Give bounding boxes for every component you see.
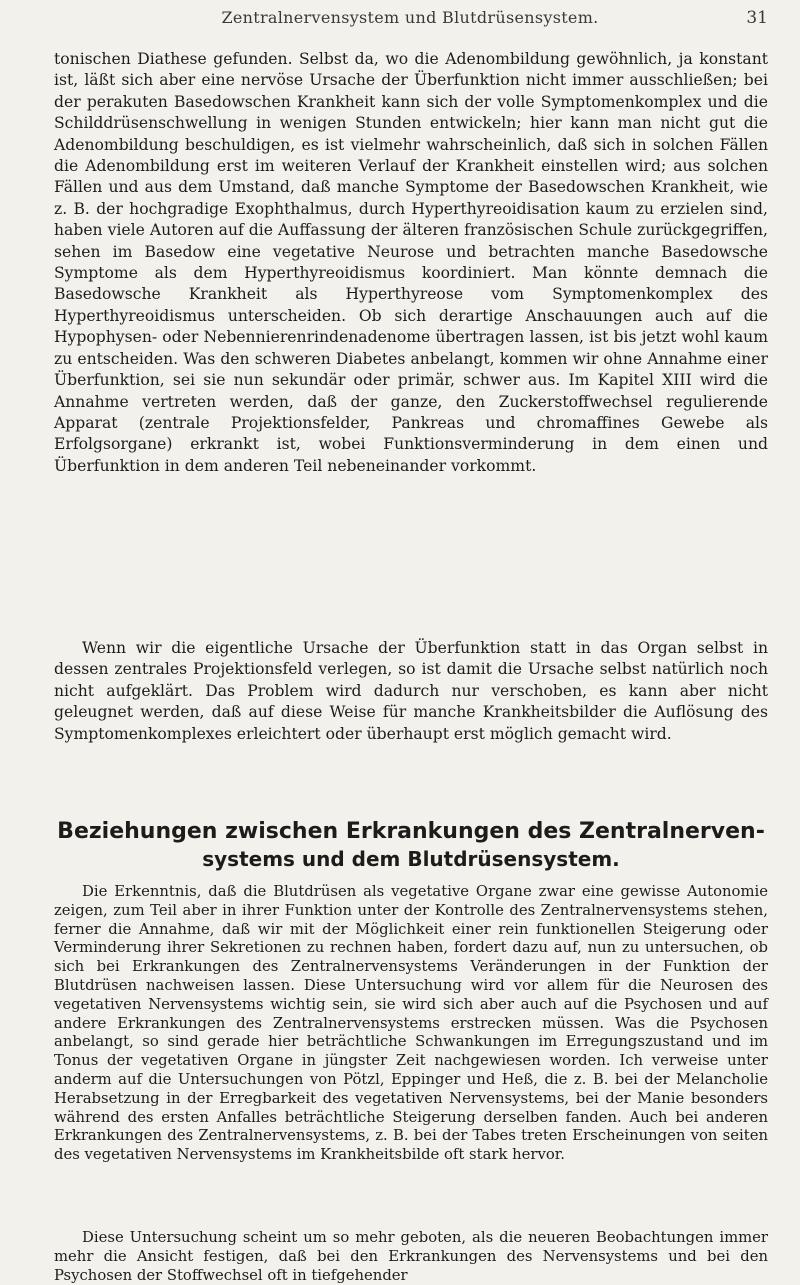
running-head bbox=[52, 8, 768, 32]
section-heading-line: Beziehungen zwischen Erkrankungen des Zentralnerven- bbox=[57, 819, 765, 844]
body-paragraph: Wenn wir die eigentliche Ursache der Überfunktion statt in das Organ selbst in dessen zentrales Projektionsfeld verlegen, so ist damit die Ursache selbst natürlich noch nicht aufgeklärt. Das Problem wird dadurch nur verschoben, es kann aber nicht geleugnet werden, daß auf diese Weise für manche Krankheitsbilder die Auflösung des Symptomenkomplexes erleichtert oder überhaupt erst möglich gemacht wird. bbox=[54, 639, 768, 743]
body-paragraph: tonischen Diathese gefunden. Selbst da, wo die Adenombildung gewöhnlich, ja konstant ist, läßt sich aber eine nervöse Ursache der Überfunktion nicht immer ausschließen; bei der perakuten Basedowschen Krankheit kann sich der volle Symptomenkomplex und die Schilddrüsenschwellung in wenigen Stunden entwickeln; hier kann man nicht gut die Adenombildung beschuldigen, es ist vielmehr wahrscheinlich, daß sich in solchen Fällen die Adenombildung erst im weiteren Verlauf der Krankheit einstellen wird; aus solchen Fällen und aus dem Umstand, daß manche Symptome der Basedowschen Krankheit, wie z. B. der hochgradige Exophthalmus, durch Hyperthyreoidisation kaum zu erzielen sind, haben viele Autoren auf die Auffassung der älteren französischen Schule zurückgegriffen, sehen im Basedow eine vegetative Neurose und betrachten manche Basedowsche Symptome als dem Hyperthyreoidismus koordiniert. Man könnte demnach die Basedowsche Krankheit als Hyperthyreose vom Symptomenkomplex des Hyperthyreoidismus unterscheiden. Ob sich derartige Anschauungen auch auf die Hypophysen- oder Nebennierenrindenadenome übertragen lassen, ist bis jetzt wohl kaum zu entscheiden. Was den schweren Diabetes anbelangt, kommen wir ohne Annahme einer Überfunktion, sei sie nun sekundär oder primär, schwer aus. Im Kapitel XIII wird die Annahme vertreten werden, daß der ganze, den Zuckerstoffwechsel regulierende Apparat (zentrale Projektionsfelder, Pankreas und chromaffines Gewebe als Erfolgsorgane) erkrankt ist, wobei Funktionsverminderung in dem einen und Überfunktion in dem anderen Teil nebeneinander vorkommt. bbox=[54, 50, 768, 475]
running-title: Zentralnervensystem und Blutdrüsensystem. bbox=[221, 8, 599, 27]
body-paragraph: Diese Untersuchung scheint um so mehr geboten, als die neueren Beobachtungen immer mehr die Ansicht festigen, daß bei den Erkrankungen des Nervensystems und bei den Psychosen der Stoffwechsel oft in tiefgehender bbox=[54, 1229, 768, 1284]
body-paragraph: Die Erkenntnis, daß die Blutdrüsen als vegetative Organe zwar eine gewisse Autonomie zeigen, zum Teil aber in ihrer Funktion unter der Kontrolle des Zentralnervensystems stehen, ferner die Annahme, daß wir mit der Möglichkeit einer rein funktionellen Steigerung oder Verminderung ihrer Sekretionen zu rechnen haben, fordert dazu auf, nun zu untersuchen, ob sich bei Erkrankungen des Zentralnervensystems Veränderungen in der Funktion der Blutdrüsen nachweisen lassen. Diese Untersuchung wird vor allem für die Neurosen des vegetativen Nervensystems wichtig sein, sie wird sich aber auch auf die Psychosen und auf andere Erkrankungen des Zentralnervensystems erstrecken müssen. Was die Psychosen anbelangt, so sind gerade hier beträchtliche Schwankungen im Erregungszustand und im Tonus der vegetativen Organe in jüngster Zeit nachgewiesen worden. Ich verweise unter anderm auf die Untersuchungen von Pötzl, Eppinger und Heß, die z. B. bei der Melancholie Herabsetzung in der Erregbarkeit des vegetativen Nervensystems, bei der Manie besonders während des ersten Anfalles beträchtliche Steigerung derselben fanden. Auch bei anderen Erkrankungen des Zentralnervensystems, z. B. bei der Tabes treten Erscheinungen von seiten des vegetativen Nervensystems im Krankheitsbilde oft stark hervor. bbox=[54, 883, 768, 1164]
section-heading bbox=[54, 818, 768, 872]
page-number: 31 bbox=[746, 8, 768, 28]
section-heading-line: systems und dem Blutdrüsensystem. bbox=[202, 847, 620, 871]
